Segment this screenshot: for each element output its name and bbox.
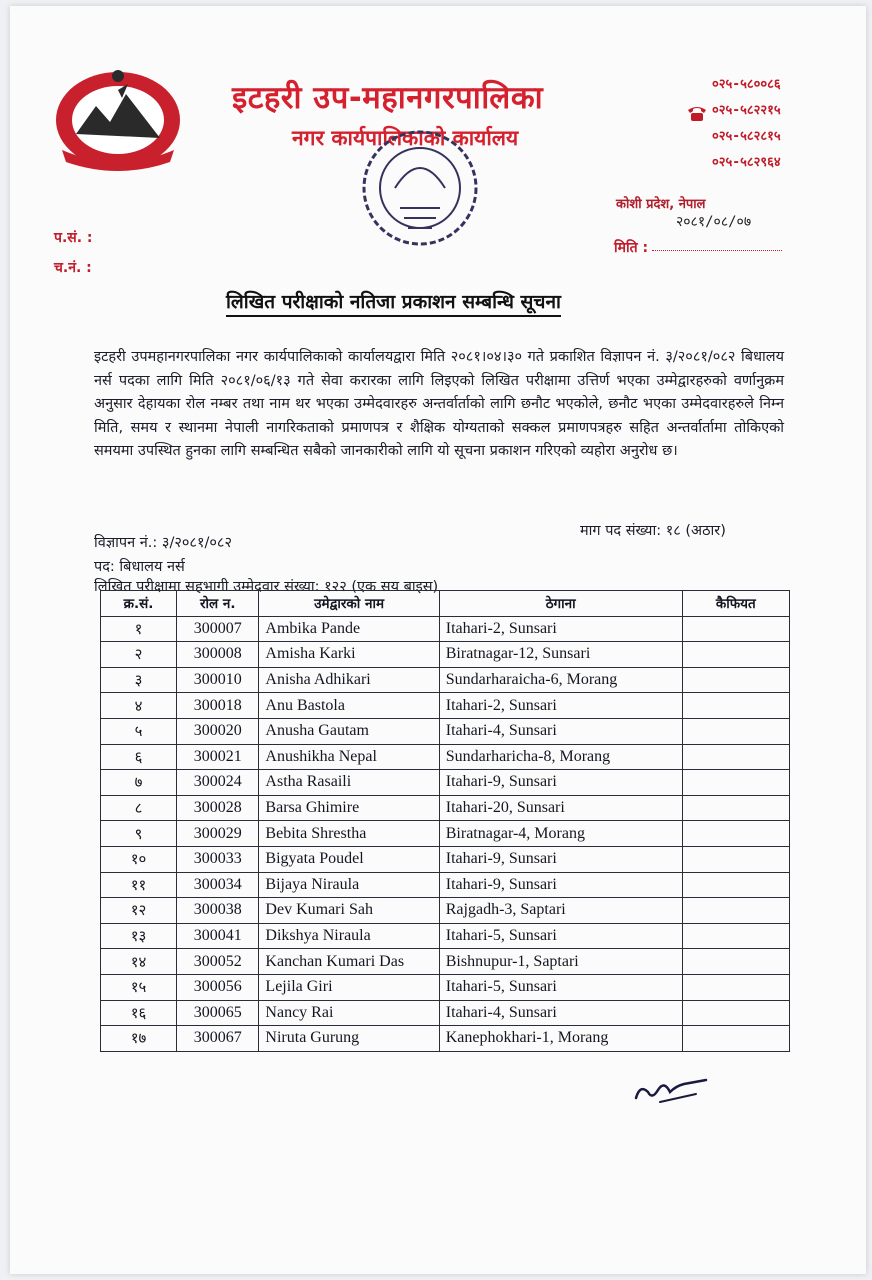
cell-roll-number: 300010: [177, 667, 259, 693]
cell-address: Bishnupur-1, Saptari: [439, 949, 682, 975]
cell-address: Itahari-5, Sunsari: [439, 923, 682, 949]
cell-remarks: [682, 667, 789, 693]
nepal-emblem-icon: [52, 62, 184, 172]
phone-number: ०२५-५८२८१५: [712, 129, 781, 144]
cell-roll-number: 300021: [177, 744, 259, 770]
table-row: [101, 846, 790, 872]
cell-candidate-name: Anushikha Nepal: [259, 744, 439, 770]
cell-sn: ८: [101, 795, 177, 821]
cell-sn: १२: [101, 898, 177, 924]
cell-sn: १६: [101, 1000, 177, 1026]
cell-remarks: [682, 1026, 789, 1052]
cell-roll-number: 300008: [177, 642, 259, 668]
cell-remarks: [682, 923, 789, 949]
cell-sn: ५: [101, 718, 177, 744]
cell-candidate-name: Bebita Shrestha: [259, 821, 439, 847]
cell-address: Itahari-4, Sunsari: [439, 718, 682, 744]
cell-remarks: [682, 1000, 789, 1026]
cell-remarks: [682, 718, 789, 744]
cell-candidate-name: Amisha Karki: [259, 642, 439, 668]
cell-remarks: [682, 795, 789, 821]
cell-roll-number: 300056: [177, 974, 259, 1000]
demand-posts: माग पद संख्या: १८ (अठार): [580, 523, 726, 539]
column-header-sn: क्र.सं.: [101, 591, 177, 617]
table-row: [101, 616, 790, 642]
cell-remarks: [682, 616, 789, 642]
table-row: [101, 1026, 790, 1052]
cell-address: Itahari-5, Sunsari: [439, 974, 682, 1000]
cell-remarks: [682, 693, 789, 719]
cell-sn: ११: [101, 872, 177, 898]
cell-candidate-name: Astha Rasaili: [259, 770, 439, 796]
cell-roll-number: 300033: [177, 846, 259, 872]
cell-remarks: [682, 846, 789, 872]
post-name: पद: बिधालय नर्स: [94, 559, 185, 575]
cell-sn: १: [101, 616, 177, 642]
cell-candidate-name: Ambika Pande: [259, 616, 439, 642]
dispatch-number-label: च.नं. :: [54, 260, 92, 276]
cell-candidate-name: Lejila Giri: [259, 974, 439, 1000]
cell-remarks: [682, 642, 789, 668]
cell-roll-number: 300052: [177, 949, 259, 975]
column-header-roll: रोल न.: [177, 591, 259, 617]
cell-address: Itahari-4, Sunsari: [439, 1000, 682, 1026]
cell-candidate-name: Dikshya Niraula: [259, 923, 439, 949]
cell-remarks: [682, 974, 789, 1000]
table-row: [101, 1000, 790, 1026]
cell-candidate-name: Anu Bastola: [259, 693, 439, 719]
cell-address: Itahari-9, Sunsari: [439, 770, 682, 796]
cell-roll-number: 300041: [177, 923, 259, 949]
cell-address: Itahari-9, Sunsari: [439, 872, 682, 898]
office-name: नगर कार्यपालिकाको कार्यालय: [292, 126, 519, 150]
cell-sn: १०: [101, 846, 177, 872]
cell-candidate-name: Kanchan Kumari Das: [259, 949, 439, 975]
signature-mark: [630, 1064, 710, 1110]
phone-number: ०२५-५८२२१५: [712, 103, 781, 118]
participant-count: लिखित परीक्षामा सहभागी उम्मेदवार संख्या: १२२ (एक सय बाइस): [94, 579, 439, 595]
column-header-name: उमेद्वारको नाम: [259, 591, 439, 617]
advertisement-number: विज्ञापन नं.: ३/२०८१/०८२: [94, 535, 233, 551]
cell-sn: ९: [101, 821, 177, 847]
cell-roll-number: 300034: [177, 872, 259, 898]
table-row: [101, 770, 790, 796]
table-header-row: [101, 591, 790, 617]
cell-address: Sundarharaicha-6, Morang: [439, 667, 682, 693]
table-row: [101, 667, 790, 693]
results-table: [100, 590, 790, 1052]
office-seal-stamp: [340, 118, 510, 258]
cell-candidate-name: Niruta Gurung: [259, 1026, 439, 1052]
cell-roll-number: 300067: [177, 1026, 259, 1052]
column-header-remarks: कैफियत: [682, 591, 789, 617]
cell-address: Kanephokhari-1, Morang: [439, 1026, 682, 1052]
date-label: मिति :: [614, 240, 649, 256]
column-header-address: ठेगाना: [439, 591, 682, 617]
cell-sn: १५: [101, 974, 177, 1000]
telephone-icon: [686, 104, 708, 122]
phone-number: ०२५-५८२९६४: [712, 155, 781, 170]
table-row: [101, 693, 790, 719]
cell-sn: २: [101, 642, 177, 668]
cell-roll-number: 300024: [177, 770, 259, 796]
cell-sn: १४: [101, 949, 177, 975]
cell-candidate-name: Dev Kumari Sah: [259, 898, 439, 924]
table-row: [101, 718, 790, 744]
table-row: [101, 949, 790, 975]
cell-sn: १३: [101, 923, 177, 949]
province-label: कोशी प्रदेश, नेपाल: [616, 197, 706, 212]
cell-candidate-name: Anisha Adhikari: [259, 667, 439, 693]
table-row: [101, 872, 790, 898]
results-table-body: [101, 616, 790, 1051]
table-row: [101, 898, 790, 924]
date-line: [652, 250, 782, 251]
reference-number-label: प.सं. :: [54, 230, 93, 246]
cell-candidate-name: Bijaya Niraula: [259, 872, 439, 898]
cell-sn: ४: [101, 693, 177, 719]
table-row: [101, 744, 790, 770]
cell-remarks: [682, 770, 789, 796]
cell-sn: ३: [101, 667, 177, 693]
cell-address: Biratnagar-4, Morang: [439, 821, 682, 847]
cell-candidate-name: Anusha Gautam: [259, 718, 439, 744]
phone-number: ०२५-५८००८६: [712, 77, 781, 92]
table-row: [101, 923, 790, 949]
cell-sn: ७: [101, 770, 177, 796]
cell-address: Rajgadh-3, Saptari: [439, 898, 682, 924]
cell-remarks: [682, 898, 789, 924]
cell-address: Itahari-2, Sunsari: [439, 616, 682, 642]
table-row: [101, 821, 790, 847]
cell-roll-number: 300029: [177, 821, 259, 847]
cell-address: Sundarharicha-8, Morang: [439, 744, 682, 770]
cell-roll-number: 300020: [177, 718, 259, 744]
notice-title: लिखित परीक्षाको नतिजा प्रकाशन सम्बन्धि सूचना: [226, 288, 561, 317]
cell-address: Itahari-2, Sunsari: [439, 693, 682, 719]
cell-address: Itahari-20, Sunsari: [439, 795, 682, 821]
cell-roll-number: 300007: [177, 616, 259, 642]
cell-candidate-name: Nancy Rai: [259, 1000, 439, 1026]
cell-remarks: [682, 949, 789, 975]
cell-roll-number: 300065: [177, 1000, 259, 1026]
stamp-date: २०८१/०८/०७: [676, 214, 752, 230]
table-row: [101, 642, 790, 668]
cell-address: Biratnagar-12, Sunsari: [439, 642, 682, 668]
cell-roll-number: 300018: [177, 693, 259, 719]
cell-remarks: [682, 872, 789, 898]
cell-candidate-name: Bigyata Poudel: [259, 846, 439, 872]
table-row: [101, 974, 790, 1000]
table-row: [101, 795, 790, 821]
organization-name: इटहरी उप-महानगरपालिका: [232, 80, 544, 116]
cell-address: Itahari-9, Sunsari: [439, 846, 682, 872]
cell-roll-number: 300028: [177, 795, 259, 821]
cell-sn: १७: [101, 1026, 177, 1052]
cell-remarks: [682, 744, 789, 770]
cell-sn: ६: [101, 744, 177, 770]
cell-candidate-name: Barsa Ghimire: [259, 795, 439, 821]
notice-body: इटहरी उपमहानगरपालिका नगर कार्यपालिकाको कार्यालयद्वारा मिति २०८१।०४।३० गते प्रकाशित विज्ञापन नं. ३/२०८१/०८२ बिधालय नर्स पदका लागि मिति २०८१/०६/१३ गते सेवा करारका लागि लिइएको लिखित परीक्षामा उत्तिर्ण भएका उम्मेद्वारहरुको वर्णानुक्रम अनुसार देहायका रोल नम्बर तथा नाम थर भएका उम्मेदवारहरु अन्तर्वार्ताको लागि छनौट भएकोले, छनौट भएका उम्मेदवारहरुले निम्न मिति, समय र स्थानमा नेपाली नागरिकताको प्रमाणपत्र र शैक्षिक योग्यताको सक्कल प्रमाणपत्रहरु सहित अन्तर्वार्तामा तोकिएको समयमा उपस्थित हुनका लागि सम्बन्धित सबैको जानकारीको लागि यो सूचना प्रकाशन गरिएको व्यहोरा अनुरोध छ।: [94, 349, 784, 460]
cell-roll-number: 300038: [177, 898, 259, 924]
cell-remarks: [682, 821, 789, 847]
